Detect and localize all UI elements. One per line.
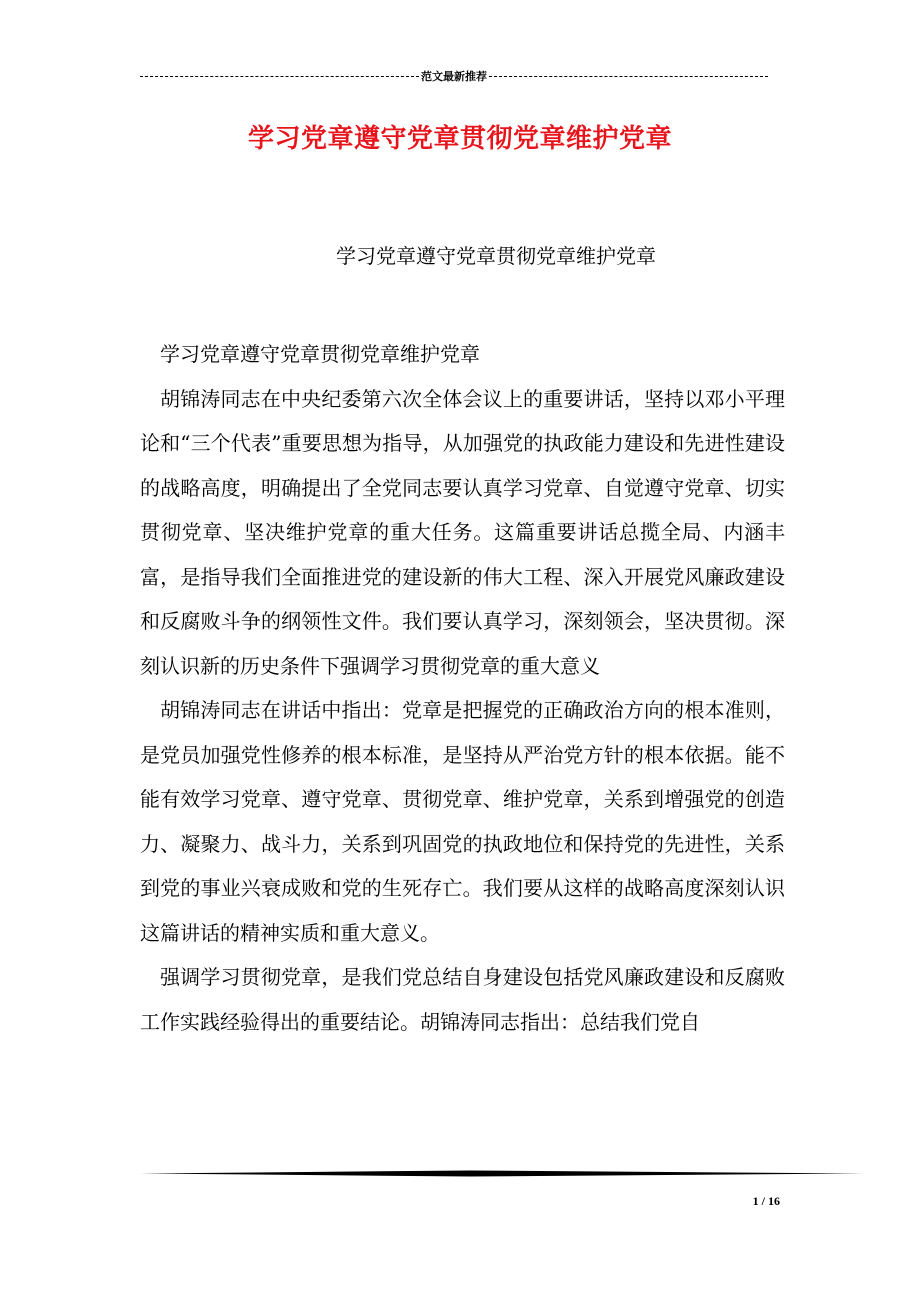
document-title: 学习党章遵守党章贯彻党章维护党章 [247,124,672,154]
header-label: 范文最新推荐 [421,70,487,83]
page-number: 1 / 16 [752,1194,780,1208]
paragraph: 强调学习贯彻党章，是我们党总结自身建设包括党风廉政建设和反腐败工作实践经验得出的重要结论。胡锦涛同志指出：总结我们党自 [140,965,785,1034]
footer-rule [140,1170,864,1177]
page-header [140,68,768,84]
header-dash-left [140,76,419,77]
document-subtitle: 学习党章遵守党章贯彻党章维护党章 [336,244,656,268]
paragraph: 胡锦涛同志在讲话中指出：党章是把握党的正确政治方向的根本准则，是党员加强党性修养的根本标准，是坚持从严治党方针的根本依据。能不能有效学习党章、遵守党章、贯彻党章、维护党章，关系到增强党的创造力、凝聚力、战斗力，关系到巩固党的执政地位和保持党的先进性，关系到党的事业兴衰成败和党的生死存亡。我们要从这样的战略高度深刻认识这篇讲话的精神实质和重大意义。 [140,698,785,945]
document-body [140,332,785,1044]
footer-rule-graphic [140,1170,864,1177]
header-dash-right [489,76,768,77]
paragraph: 胡锦涛同志在中央纪委第六次全体会议上的重要讲话，坚持以邓小平理论和“三个代表”重要思想为指导，从加强党的执政能力建设和先进性建设的战略高度，明确提出了全党同志要认真学习党章、自觉遵守党章、切实贯彻党章、坚决维护党章的重大任务。这篇重要讲话总揽全局、内涵丰富，是指导我们全面推进党的建设新的伟大工程、深入开展党风廉政建设和反腐败斗争的纲领性文件。我们要认真学习，深刻领会，坚决贯彻。深刻认识新的历史条件下强调学习贯彻党章的重大意义 [140,386,785,678]
paragraph: 学习党章遵守党章贯彻党章维护党章 [160,342,480,366]
